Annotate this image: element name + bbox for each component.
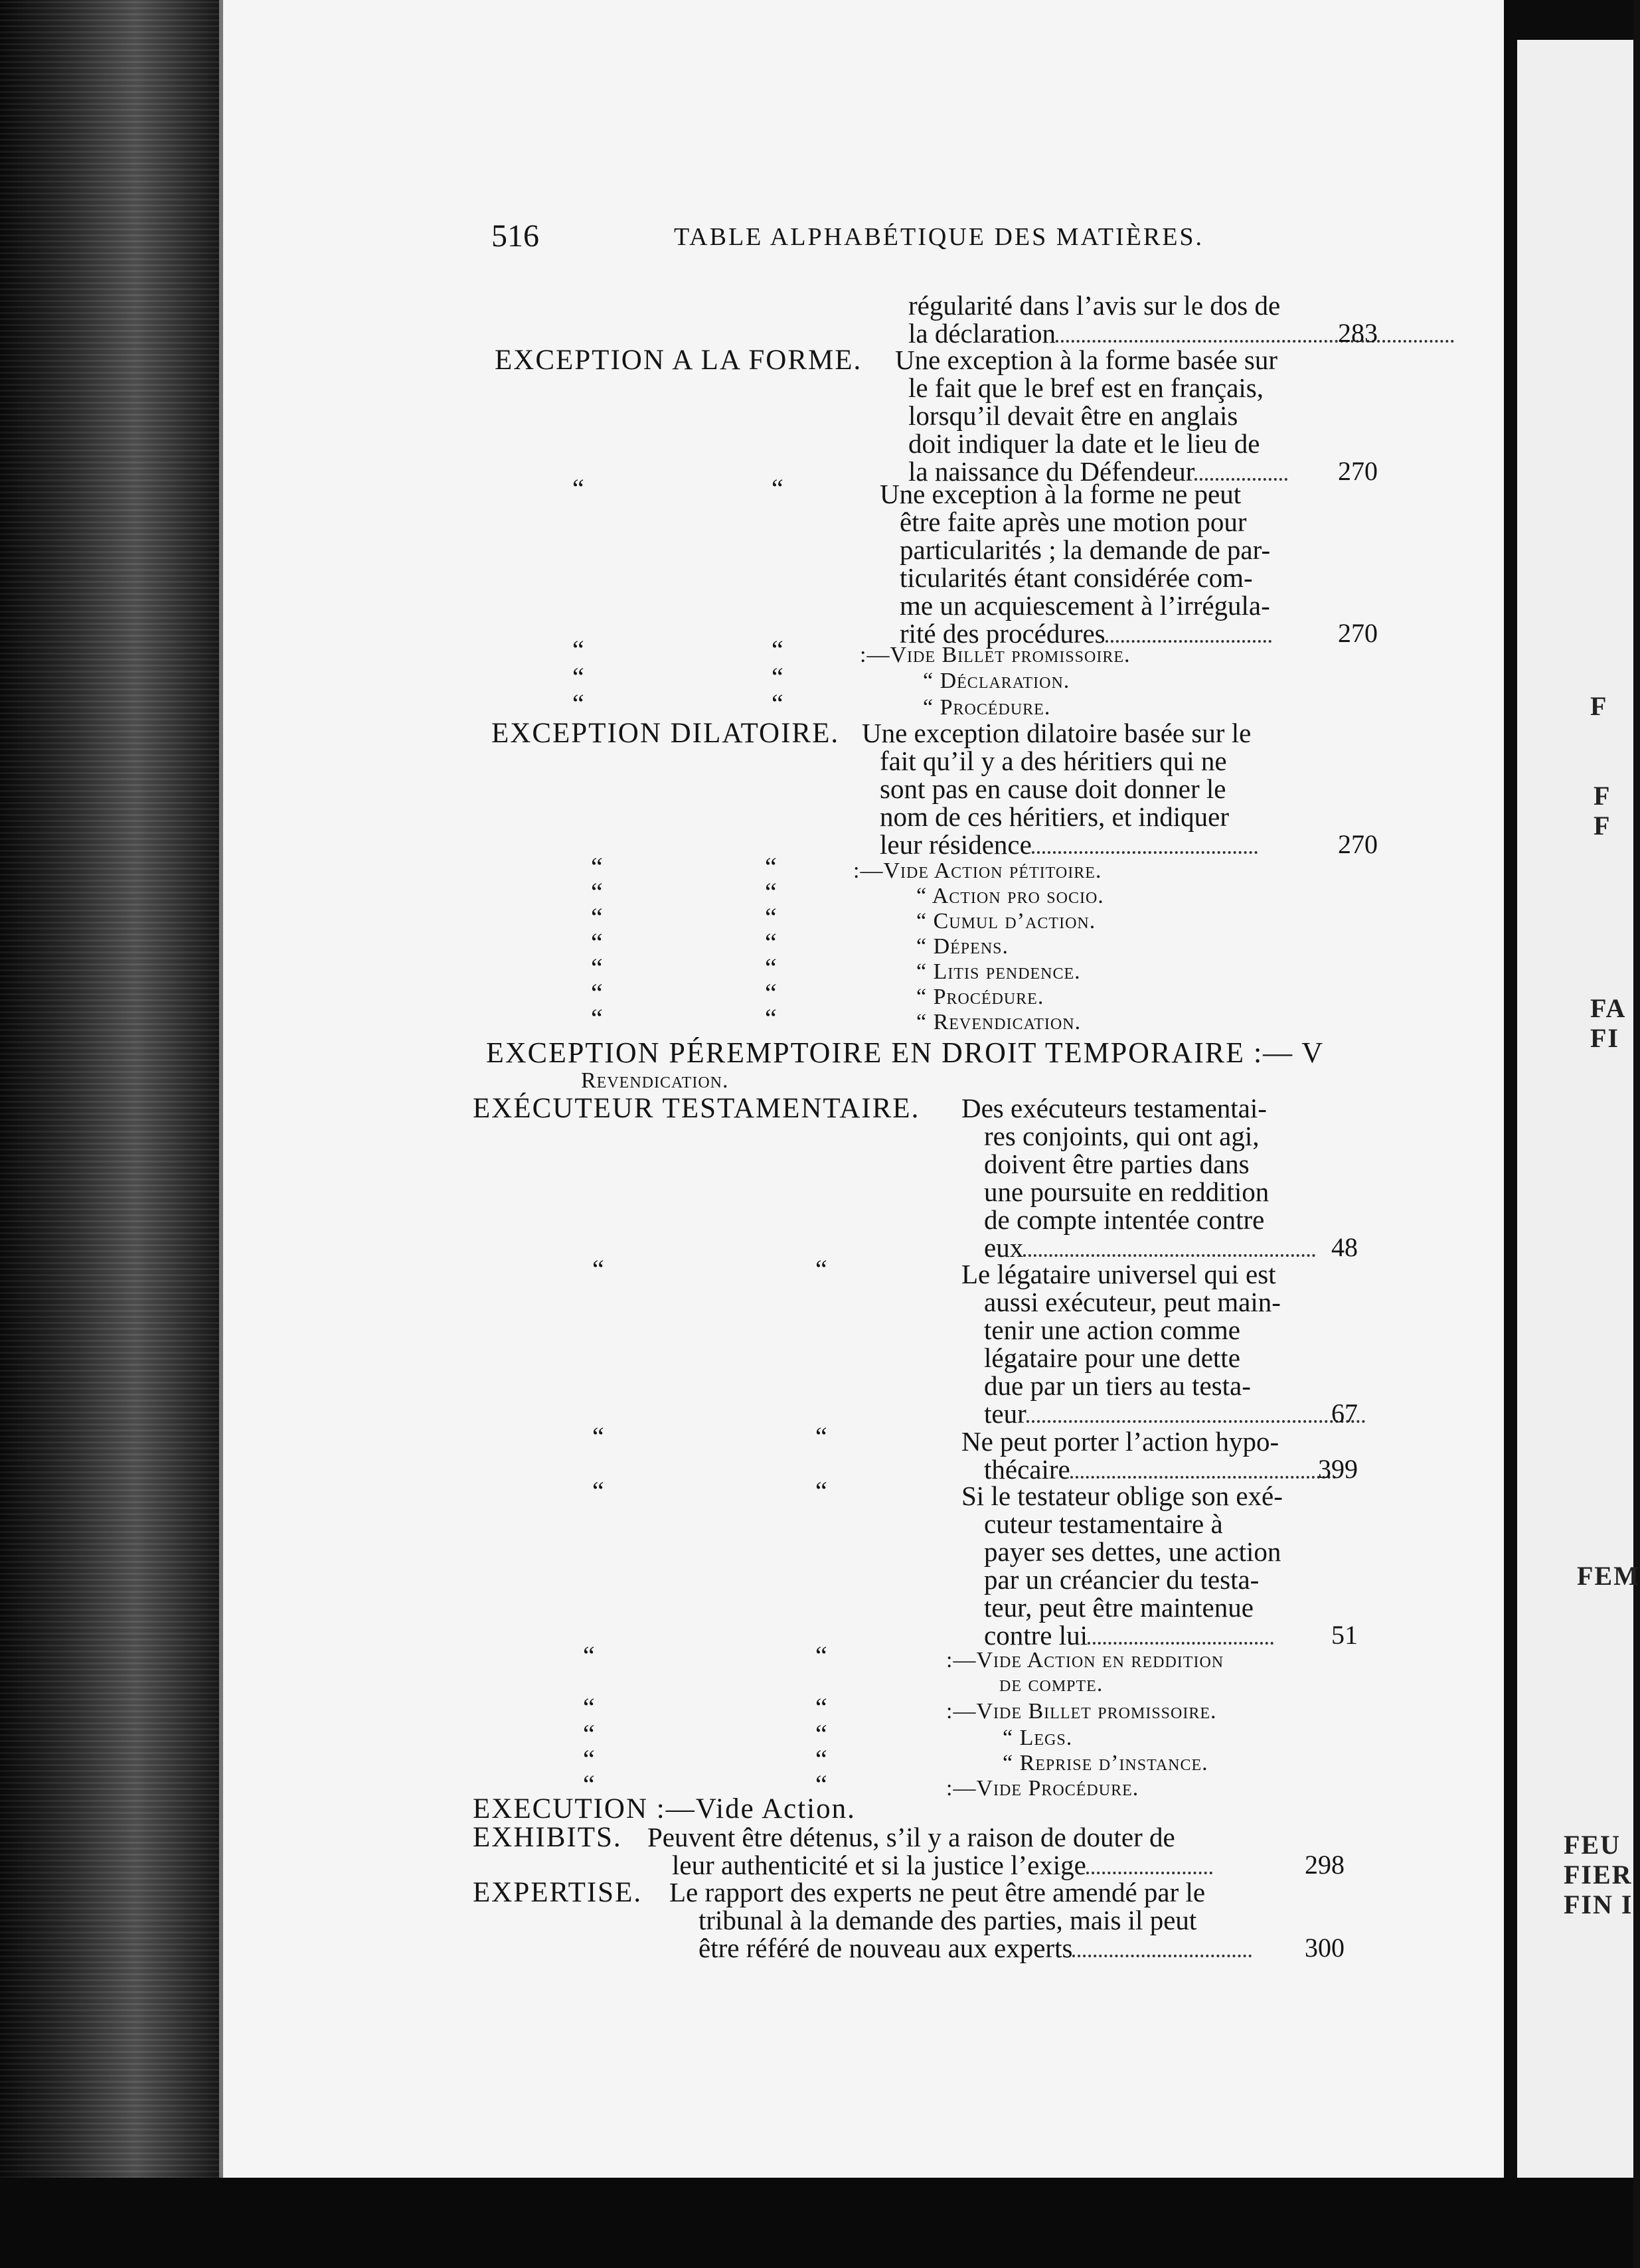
entry-line: Ne peut porter l’action hypo- xyxy=(961,1426,1279,1457)
ditto-mark: “ xyxy=(815,1421,827,1451)
entry-line: leur authenticité et si la justice l’exige xyxy=(672,1850,1212,1880)
cross-reference: “ Dépens. xyxy=(916,934,1009,959)
scan-margin-bottom xyxy=(0,2178,1633,2268)
heading-exception-peremptoire: EXCEPTION PÉREMPTOIRE EN DROIT TEMPORAIRE :— V xyxy=(486,1036,1325,1069)
entry-line: Le rapport des experts ne peut être amendé par le xyxy=(669,1877,1206,1907)
ditto-mark: “ xyxy=(815,1476,827,1506)
entry-line: la déclaration xyxy=(908,319,1454,348)
entry-line: Une exception à la forme ne peut xyxy=(880,479,1242,509)
ditto-mark: “ xyxy=(765,902,777,932)
ditto-mark: “ xyxy=(772,662,783,692)
entry-line: par un créancier du testa- xyxy=(984,1564,1260,1595)
running-head: TABLE ALPHABÉTIQUE DES MATIÈRES. xyxy=(674,223,1204,251)
entry-line: particularités ; la demande de par- xyxy=(900,534,1271,565)
heading-exception-a-la-forme: EXCEPTION A LA FORME. xyxy=(495,345,862,376)
ditto-mark: “ xyxy=(591,877,603,907)
entry-line: Le légataire universel qui est xyxy=(961,1259,1276,1289)
ditto-mark: “ xyxy=(572,662,584,692)
entry-line: rité des procédures xyxy=(900,619,1271,648)
scan-margin-left xyxy=(0,0,219,2268)
cross-reference: “ Reprise d’instance. xyxy=(1003,1751,1208,1775)
cross-reference: “ Déclaration. xyxy=(923,669,1070,693)
entry-line: Une exception dilatoire basée sur le xyxy=(862,718,1252,748)
ditto-mark: “ xyxy=(815,1254,827,1284)
entry-line: aussi exécuteur, peut main- xyxy=(984,1287,1281,1317)
ditto-mark: “ xyxy=(591,978,603,1008)
entry-line: lorsqu’il devait être en anglais xyxy=(908,400,1238,431)
ditto-mark: “ xyxy=(591,928,603,957)
entry-line: due par un tiers au testa- xyxy=(984,1370,1251,1401)
entry-line: Des exécuteurs testamentai- xyxy=(961,1093,1267,1123)
ditto-mark: “ xyxy=(765,953,777,983)
ditto-mark: “ xyxy=(815,1641,827,1670)
entry-line: payer ses dettes, une action xyxy=(984,1536,1281,1567)
fragment: FIER xyxy=(1564,1860,1633,1890)
fragment: FEM xyxy=(1577,1561,1640,1591)
fragment: FIN I xyxy=(1564,1890,1633,1919)
page-ref: 399 xyxy=(1318,1454,1358,1484)
heading-expertise: EXPERTISE. xyxy=(473,1877,643,1908)
fragment: F xyxy=(1594,811,1611,841)
ditto-mark: “ xyxy=(583,1769,595,1799)
page-number: 516 xyxy=(491,218,539,254)
fragment: FA xyxy=(1590,993,1627,1023)
ditto-mark: “ xyxy=(592,1254,604,1284)
entry-line: légataire pour une dette xyxy=(984,1342,1240,1373)
ditto-mark: “ xyxy=(772,688,783,718)
ditto-mark: “ xyxy=(591,852,603,882)
entry-line: nom de ces héritiers, et indiquer xyxy=(880,801,1229,832)
ditto-mark: “ xyxy=(815,1719,827,1749)
entry-line: ticularités étant considérée com- xyxy=(900,562,1253,593)
entry-line: eux xyxy=(984,1233,1315,1262)
entry-line: doit indiquer la date et le lieu de xyxy=(908,428,1260,459)
cross-reference: Revendication. xyxy=(581,1068,729,1093)
ditto-mark: “ xyxy=(591,953,603,983)
cross-reference: :—Vide Billet promissoire. xyxy=(946,1699,1217,1724)
ditto-mark: “ xyxy=(572,635,584,665)
entry-line: me un acquiescement à l’irrégula- xyxy=(900,590,1270,621)
ditto-mark: “ xyxy=(583,1719,595,1749)
cross-reference: “ Cumul d’action. xyxy=(916,909,1096,933)
ditto-mark: “ xyxy=(572,688,584,718)
page-ref: 270 xyxy=(1338,618,1378,648)
cross-reference: :—Vide Procédure. xyxy=(946,1776,1139,1801)
cross-reference: de compte. xyxy=(999,1672,1104,1696)
page-ref: 298 xyxy=(1305,1850,1345,1880)
fragment: FI xyxy=(1590,1023,1619,1053)
ditto-mark: “ xyxy=(591,902,603,932)
ditto-mark: “ xyxy=(765,928,777,957)
entry-line: la naissance du Défendeur xyxy=(908,457,1287,486)
entry-line: thécaire xyxy=(984,1455,1336,1484)
ditto-mark: “ xyxy=(765,978,777,1008)
entry-line: Si le testateur oblige son exé- xyxy=(961,1481,1283,1511)
ditto-mark: “ xyxy=(815,1692,827,1722)
fragment: FEU xyxy=(1564,1830,1621,1860)
cross-reference: :—Vide Action pétitoire. xyxy=(853,858,1102,883)
ditto-mark: “ xyxy=(765,1003,777,1033)
entry-line: leur résidence xyxy=(880,830,1258,859)
heading-exhibits: EXHIBITS. xyxy=(473,1822,622,1853)
page-ref: 51 xyxy=(1331,1620,1358,1650)
ditto-mark: “ xyxy=(583,1641,595,1670)
entry-line: tenir une action comme xyxy=(984,1315,1240,1345)
ditto-mark: “ xyxy=(815,1769,827,1799)
entry-line: tribunal à la demande des parties, mais il peut xyxy=(698,1905,1197,1935)
entry-line: sont pas en cause doit donner le xyxy=(880,773,1226,804)
cross-reference: :—Vide Billet promissoire. xyxy=(860,643,1131,667)
entry-line: Peuvent être détenus, s’il y a raison de douter de xyxy=(647,1822,1175,1852)
entry-line: être référé de nouveau aux experts xyxy=(698,1933,1252,1963)
heading-executeur-testamentaire: EXÉCUTEUR TESTAMENTAIRE. xyxy=(473,1093,920,1124)
page-ref: 283 xyxy=(1338,318,1378,348)
fragment: F xyxy=(1590,691,1608,721)
entry-line: teur xyxy=(984,1399,1365,1428)
entry-line: contre lui xyxy=(984,1621,1273,1650)
fragment: F xyxy=(1594,781,1611,811)
page-ref: 300 xyxy=(1305,1933,1345,1963)
entry-line: fait qu’il y a des héritiers qui ne xyxy=(880,746,1227,776)
entry-line: une poursuite en reddition xyxy=(984,1176,1270,1207)
cross-reference: “ Litis pendence. xyxy=(916,959,1081,984)
heading-exception-dilatoire: EXCEPTION DILATOIRE. xyxy=(491,718,840,749)
page-ref: 48 xyxy=(1331,1232,1358,1262)
page-ref: 67 xyxy=(1331,1398,1358,1428)
ditto-mark: “ xyxy=(583,1692,595,1722)
ditto-mark: “ xyxy=(772,635,783,665)
entry-line: de compte intentée contre xyxy=(984,1204,1265,1235)
ditto-mark: “ xyxy=(591,1003,603,1033)
entry-line: teur, peut être maintenue xyxy=(984,1592,1254,1623)
ditto-mark: “ xyxy=(592,1421,604,1451)
page-ref: 270 xyxy=(1338,829,1378,859)
ditto-mark: “ xyxy=(572,473,584,503)
cross-reference: “ Action pro socio. xyxy=(916,884,1104,908)
ditto-mark: “ xyxy=(815,1744,827,1774)
ditto-mark: “ xyxy=(592,1476,604,1506)
ditto-mark: “ xyxy=(765,877,777,907)
ditto-mark: “ xyxy=(765,852,777,882)
cross-reference: “ Procédure. xyxy=(923,695,1051,720)
ditto-mark: “ xyxy=(583,1744,595,1774)
cross-reference: “ Revendication. xyxy=(916,1010,1082,1034)
cross-reference: :—Vide Action en reddition xyxy=(946,1648,1224,1672)
ditto-mark: “ xyxy=(772,473,783,503)
entry-line: le fait que le bref est en français, xyxy=(908,372,1264,403)
entry-line: régularité dans l’avis sur le dos de xyxy=(908,290,1281,321)
entry-line: être faite après une motion pour xyxy=(900,507,1247,537)
entry-line: res conjoints, qui ont agi, xyxy=(984,1121,1260,1151)
entry-line: doivent être parties dans xyxy=(984,1149,1250,1179)
entry-line: cuteur testamentaire à xyxy=(984,1508,1223,1539)
entry-line: Une exception à la forme basée sur xyxy=(895,345,1278,375)
cross-reference: “ Procédure. xyxy=(916,985,1044,1009)
cross-reference: “ Legs. xyxy=(1003,1726,1073,1750)
heading-execution: EXECUTION :—Vide Action. xyxy=(473,1793,856,1824)
page-ref: 270 xyxy=(1338,456,1378,486)
